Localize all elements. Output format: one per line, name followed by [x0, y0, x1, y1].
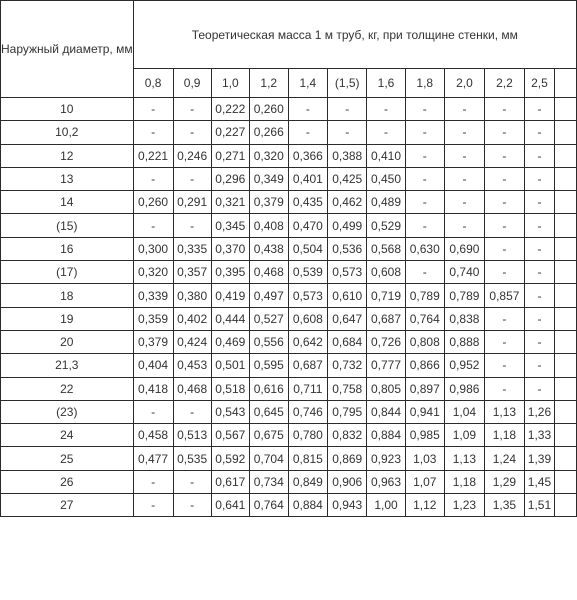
mass-value-cell: -: [133, 400, 173, 423]
mass-value-cell: 0,418: [133, 377, 173, 400]
mass-value-cell: 1,09: [444, 424, 484, 447]
mass-value-cell: -: [484, 191, 524, 214]
mass-value-cell: 0,616: [249, 377, 288, 400]
cutoff-cell: [555, 237, 577, 260]
mass-value-cell: 0,764: [249, 494, 288, 517]
mass-value-cell: 0,497: [249, 284, 288, 307]
mass-value-cell: -: [133, 121, 173, 144]
mass-value-cell: 0,832: [328, 424, 367, 447]
mass-value-cell: 0,844: [367, 400, 405, 423]
mass-value-cell: -: [173, 121, 211, 144]
table-row: [1, 167, 577, 190]
mass-value-cell: 0,419: [211, 284, 249, 307]
mass-value-cell: 0,941: [405, 400, 444, 423]
mass-value-cell: 0,291: [173, 191, 211, 214]
mass-value-cell: -: [484, 354, 524, 377]
mass-value-cell: 0,246: [173, 144, 211, 167]
table-row: [1, 144, 577, 167]
thickness-header-cell: 1,4: [288, 69, 327, 98]
cutoff-cell: [555, 167, 577, 190]
mass-value-cell: 0,535: [173, 447, 211, 470]
table-row: [1, 377, 577, 400]
mass-value-cell: 1,39: [524, 447, 554, 470]
mass-value-cell: 0,764: [405, 307, 444, 330]
diameter-cell: 16: [1, 237, 134, 260]
mass-value-cell: -: [524, 261, 554, 284]
mass-value-cell: 0,320: [133, 261, 173, 284]
table-row: [1, 261, 577, 284]
mass-value-cell: 0,227: [211, 121, 249, 144]
mass-value-cell: 0,805: [367, 377, 405, 400]
mass-value-cell: -: [484, 330, 524, 353]
mass-value-cell: 0,711: [288, 377, 327, 400]
thickness-header-cell: 2,0: [444, 69, 484, 98]
mass-value-cell: 0,746: [288, 400, 327, 423]
mass-value-cell: 0,684: [328, 330, 367, 353]
mass-value-cell: 0,642: [288, 330, 327, 353]
cutoff-cell: [555, 261, 577, 284]
table-row: [1, 400, 577, 423]
mass-value-cell: 0,986: [444, 377, 484, 400]
mass-value-cell: 0,608: [288, 307, 327, 330]
table-row: [1, 214, 577, 237]
mass-value-cell: 0,321: [211, 191, 249, 214]
mass-value-cell: 0,501: [211, 354, 249, 377]
mass-value-cell: 0,963: [367, 470, 405, 493]
mass-value-cell: 0,857: [484, 284, 524, 307]
mass-value-cell: 0,536: [328, 237, 367, 260]
mass-value-cell: -: [484, 98, 524, 121]
mass-value-cell: 0,271: [211, 144, 249, 167]
mass-value-cell: -: [173, 214, 211, 237]
mass-value-cell: 0,630: [405, 237, 444, 260]
mass-value-cell: 0,401: [288, 167, 327, 190]
mass-value-cell: 0,260: [249, 98, 288, 121]
mass-value-cell: 0,410: [367, 144, 405, 167]
thickness-header-cell: 1,0: [211, 69, 249, 98]
diameter-cell: 22: [1, 377, 134, 400]
mass-value-cell: 0,499: [328, 214, 367, 237]
thickness-header-cell: 0,9: [173, 69, 211, 98]
mass-value-cell: 1,03: [405, 447, 444, 470]
diameter-cell: 10: [1, 98, 134, 121]
mass-value-cell: 0,704: [249, 447, 288, 470]
mass-value-cell: -: [288, 121, 327, 144]
mass-value-cell: 0,408: [249, 214, 288, 237]
cutoff-cell: [555, 191, 577, 214]
outer-diameter-header: Наружный диаметр, мм: [1, 1, 134, 98]
mass-value-cell: 0,468: [249, 261, 288, 284]
mass-value-cell: -: [524, 237, 554, 260]
thickness-header-cell-cutoff: [555, 69, 577, 98]
thickness-header-cell: 2,2: [484, 69, 524, 98]
mass-value-cell: -: [524, 377, 554, 400]
cutoff-cell: [555, 144, 577, 167]
mass-value-cell: 0,453: [173, 354, 211, 377]
mass-value-cell: -: [484, 144, 524, 167]
diameter-cell: 25: [1, 447, 134, 470]
mass-value-cell: 0,732: [328, 354, 367, 377]
mass-value-cell: 0,687: [367, 307, 405, 330]
diameter-cell: (15): [1, 214, 134, 237]
mass-value-cell: 0,592: [211, 447, 249, 470]
table-title: Теоретическая масса 1 м труб, кг, при толщине стенки, мм: [133, 1, 576, 69]
mass-value-cell: 0,647: [328, 307, 367, 330]
mass-value-cell: 1,18: [444, 470, 484, 493]
table-row: [1, 284, 577, 307]
cutoff-cell: [555, 330, 577, 353]
mass-value-cell: 0,402: [173, 307, 211, 330]
mass-value-cell: -: [173, 167, 211, 190]
mass-value-cell: 0,906: [328, 470, 367, 493]
mass-value-cell: 0,923: [367, 447, 405, 470]
mass-value-cell: 0,477: [133, 447, 173, 470]
mass-value-cell: 0,222: [211, 98, 249, 121]
mass-value-cell: 0,884: [288, 494, 327, 517]
mass-value-cell: 0,513: [173, 424, 211, 447]
diameter-cell: 13: [1, 167, 134, 190]
mass-value-cell: 0,462: [328, 191, 367, 214]
mass-value-cell: 0,469: [211, 330, 249, 353]
mass-value-cell: 0,357: [173, 261, 211, 284]
mass-value-cell: -: [173, 98, 211, 121]
cutoff-cell: [555, 121, 577, 144]
mass-value-cell: 0,543: [211, 400, 249, 423]
mass-value-cell: 0,380: [173, 284, 211, 307]
mass-value-cell: 0,504: [288, 237, 327, 260]
mass-value-cell: 0,952: [444, 354, 484, 377]
mass-value-cell: -: [524, 330, 554, 353]
mass-value-cell: 0,435: [288, 191, 327, 214]
mass-value-cell: 0,734: [249, 470, 288, 493]
mass-value-cell: -: [524, 98, 554, 121]
mass-value-cell: 0,687: [288, 354, 327, 377]
mass-value-cell: 0,675: [249, 424, 288, 447]
mass-value-cell: 0,366: [288, 144, 327, 167]
mass-value-cell: 0,260: [133, 191, 173, 214]
mass-value-cell: -: [405, 191, 444, 214]
table-row: [1, 447, 577, 470]
cutoff-cell: [555, 284, 577, 307]
mass-value-cell: 0,568: [367, 237, 405, 260]
cutoff-cell: [555, 98, 577, 121]
mass-value-cell: -: [173, 470, 211, 493]
mass-value-cell: -: [524, 121, 554, 144]
mass-value-cell: -: [328, 98, 367, 121]
mass-value-cell: 0,849: [288, 470, 327, 493]
mass-value-cell: 0,897: [405, 377, 444, 400]
mass-value-cell: -: [484, 167, 524, 190]
mass-value-cell: 0,458: [133, 424, 173, 447]
mass-value-cell: 1,13: [444, 447, 484, 470]
mass-value-cell: 0,489: [367, 191, 405, 214]
mass-value-cell: 0,795: [328, 400, 367, 423]
thickness-header-cell: 1,2: [249, 69, 288, 98]
table-row: [1, 307, 577, 330]
mass-value-cell: -: [484, 261, 524, 284]
cutoff-cell: [555, 377, 577, 400]
mass-value-cell: -: [444, 167, 484, 190]
mass-value-cell: -: [524, 354, 554, 377]
table-row: [1, 237, 577, 260]
table-row: [1, 470, 577, 493]
diameter-cell: 19: [1, 307, 134, 330]
mass-value-cell: 0,444: [211, 307, 249, 330]
mass-value-cell: 1,29: [484, 470, 524, 493]
mass-value-cell: 0,595: [249, 354, 288, 377]
mass-value-cell: -: [524, 307, 554, 330]
mass-value-cell: 1,35: [484, 494, 524, 517]
mass-value-cell: -: [405, 167, 444, 190]
mass-value-cell: 0,641: [211, 494, 249, 517]
table-row: [1, 494, 577, 517]
cutoff-cell: [555, 307, 577, 330]
mass-value-cell: 0,527: [249, 307, 288, 330]
mass-value-cell: 0,335: [173, 237, 211, 260]
mass-value-cell: 0,300: [133, 237, 173, 260]
table-row: [1, 424, 577, 447]
mass-value-cell: -: [133, 214, 173, 237]
cutoff-cell: [555, 424, 577, 447]
mass-value-cell: 1,13: [484, 400, 524, 423]
mass-value-cell: -: [524, 284, 554, 307]
mass-value-cell: 0,320: [249, 144, 288, 167]
thickness-header-cell: 1,8: [405, 69, 444, 98]
table-body: [1, 98, 577, 517]
mass-value-cell: 0,726: [367, 330, 405, 353]
mass-value-cell: 0,556: [249, 330, 288, 353]
diameter-cell: 20: [1, 330, 134, 353]
mass-value-cell: 0,777: [367, 354, 405, 377]
mass-value-cell: 1,23: [444, 494, 484, 517]
thickness-header-cell: 1,6: [367, 69, 405, 98]
mass-value-cell: -: [173, 400, 211, 423]
cutoff-cell: [555, 354, 577, 377]
diameter-cell: 12: [1, 144, 134, 167]
mass-value-cell: -: [524, 144, 554, 167]
mass-value-cell: -: [524, 214, 554, 237]
mass-value-cell: -: [444, 121, 484, 144]
mass-value-cell: 0,221: [133, 144, 173, 167]
mass-value-cell: -: [405, 261, 444, 284]
diameter-cell: 14: [1, 191, 134, 214]
mass-value-cell: 0,567: [211, 424, 249, 447]
diameter-cell: 27: [1, 494, 134, 517]
mass-value-cell: 0,838: [444, 307, 484, 330]
mass-value-cell: 0,266: [249, 121, 288, 144]
mass-value-cell: 1,04: [444, 400, 484, 423]
mass-value-cell: 0,296: [211, 167, 249, 190]
mass-value-cell: 0,789: [405, 284, 444, 307]
mass-value-cell: -: [328, 121, 367, 144]
mass-value-cell: -: [484, 214, 524, 237]
mass-value-cell: 0,985: [405, 424, 444, 447]
mass-value-cell: 0,758: [328, 377, 367, 400]
mass-value-cell: 0,349: [249, 167, 288, 190]
diameter-cell: 24: [1, 424, 134, 447]
mass-value-cell: -: [484, 307, 524, 330]
mass-value-cell: 1,12: [405, 494, 444, 517]
mass-value-cell: -: [524, 191, 554, 214]
mass-value-cell: 0,539: [288, 261, 327, 284]
mass-value-cell: 0,888: [444, 330, 484, 353]
cutoff-cell: [555, 400, 577, 423]
mass-value-cell: 1,18: [484, 424, 524, 447]
mass-value-cell: -: [133, 470, 173, 493]
mass-value-cell: 1,51: [524, 494, 554, 517]
mass-value-cell: -: [484, 377, 524, 400]
mass-value-cell: -: [405, 144, 444, 167]
mass-value-cell: 1,45: [524, 470, 554, 493]
mass-value-cell: -: [133, 494, 173, 517]
mass-value-cell: 0,780: [288, 424, 327, 447]
table-row: [1, 330, 577, 353]
cutoff-cell: [555, 447, 577, 470]
thickness-header-cell: 2,5: [524, 69, 554, 98]
mass-value-cell: 0,608: [367, 261, 405, 284]
mass-value-cell: 0,529: [367, 214, 405, 237]
diameter-cell: 26: [1, 470, 134, 493]
mass-value-cell: 0,789: [444, 284, 484, 307]
mass-value-cell: 0,740: [444, 261, 484, 284]
thickness-header-cell: 0,8: [133, 69, 173, 98]
mass-value-cell: 1,33: [524, 424, 554, 447]
mass-value-cell: 0,943: [328, 494, 367, 517]
mass-value-cell: -: [444, 144, 484, 167]
mass-value-cell: -: [524, 167, 554, 190]
mass-value-cell: 0,450: [367, 167, 405, 190]
cutoff-cell: [555, 494, 577, 517]
mass-value-cell: 0,866: [405, 354, 444, 377]
diameter-cell: 10,2: [1, 121, 134, 144]
mass-value-cell: -: [444, 214, 484, 237]
mass-value-cell: -: [444, 191, 484, 214]
mass-value-cell: 0,610: [328, 284, 367, 307]
table-row: [1, 98, 577, 121]
table-row: [1, 354, 577, 377]
mass-value-cell: 0,815: [288, 447, 327, 470]
mass-value-cell: 0,379: [133, 330, 173, 353]
mass-value-cell: 0,573: [288, 284, 327, 307]
mass-value-cell: 0,359: [133, 307, 173, 330]
cutoff-cell: [555, 214, 577, 237]
mass-value-cell: 0,388: [328, 144, 367, 167]
diameter-cell: 18: [1, 284, 134, 307]
mass-value-cell: -: [405, 121, 444, 144]
mass-value-cell: -: [133, 167, 173, 190]
mass-value-cell: 1,24: [484, 447, 524, 470]
mass-value-cell: 0,869: [328, 447, 367, 470]
mass-value-cell: -: [405, 214, 444, 237]
mass-value-cell: 0,395: [211, 261, 249, 284]
mass-value-cell: -: [484, 121, 524, 144]
diameter-cell: (23): [1, 400, 134, 423]
mass-value-cell: 0,719: [367, 284, 405, 307]
mass-value-cell: 0,404: [133, 354, 173, 377]
mass-value-cell: 0,573: [328, 261, 367, 284]
cutoff-cell: [555, 470, 577, 493]
mass-value-cell: 1,00: [367, 494, 405, 517]
mass-value-cell: 0,884: [367, 424, 405, 447]
mass-value-cell: 0,468: [173, 377, 211, 400]
mass-value-cell: 0,518: [211, 377, 249, 400]
mass-value-cell: -: [133, 98, 173, 121]
table-row: [1, 121, 577, 144]
mass-value-cell: -: [288, 98, 327, 121]
mass-value-cell: 0,379: [249, 191, 288, 214]
mass-value-cell: 0,808: [405, 330, 444, 353]
mass-value-cell: -: [444, 98, 484, 121]
mass-value-cell: -: [367, 98, 405, 121]
mass-value-cell: 0,424: [173, 330, 211, 353]
mass-value-cell: -: [405, 98, 444, 121]
mass-value-cell: 0,438: [249, 237, 288, 260]
mass-value-cell: 1,26: [524, 400, 554, 423]
mass-value-cell: -: [367, 121, 405, 144]
mass-value-cell: 0,370: [211, 237, 249, 260]
mass-value-cell: 0,645: [249, 400, 288, 423]
mass-value-cell: 0,470: [288, 214, 327, 237]
table-row: [1, 191, 577, 214]
mass-value-cell: -: [484, 237, 524, 260]
mass-value-cell: 0,617: [211, 470, 249, 493]
thickness-header-cell: (1,5): [328, 69, 367, 98]
diameter-cell: (17): [1, 261, 134, 284]
mass-value-cell: -: [173, 494, 211, 517]
mass-value-cell: 0,425: [328, 167, 367, 190]
mass-value-cell: 1,07: [405, 470, 444, 493]
mass-value-cell: 0,339: [133, 284, 173, 307]
mass-value-cell: 0,345: [211, 214, 249, 237]
diameter-cell: 21,3: [1, 354, 134, 377]
mass-value-cell: 0,690: [444, 237, 484, 260]
